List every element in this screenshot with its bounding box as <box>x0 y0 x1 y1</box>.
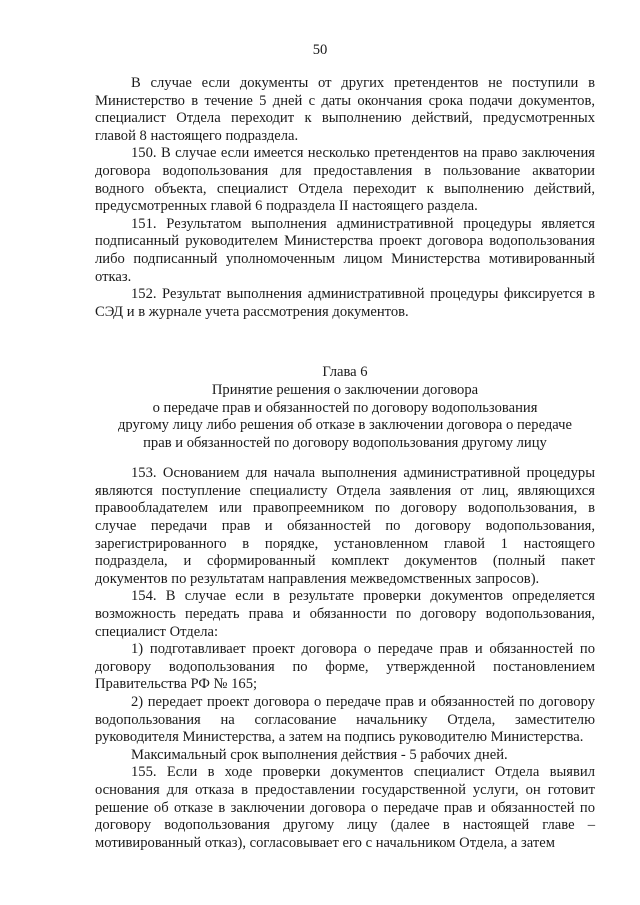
chapter-title-line: другому лицу либо решения об отказе в заключении договора о передаче <box>117 417 572 434</box>
paragraph-150: 150. В случае если имеется несколько претендентов на право заключения договора водопользования для предоставления в пользование акватории водного объекта, специалист Отдела переходит к выполнению действий, предусмотренных главой 6 подраздела II настоящего раздела. <box>95 145 595 215</box>
paragraph-153: 153. Основанием для начала выполнения административной процедуры являются поступление специалисту Отдела заявления от лиц, являющихся правообладателем или правопреемником по договору водопользования, в случае передачи прав и обязанностей по договору водопользования, зарегистрированного в порядке, установленном главой 1 настоящего подраздела, и сформированный комплект документов (полный пакет документов по результатам направления межведомственных запросов). <box>95 465 595 587</box>
chapter-heading <box>95 364 595 452</box>
paragraph-intro: В случае если документы от других претендентов не поступили в Министерство в течение 5 дней с даты окончания срока подачи документов, специалист Отдела переходит к выполнению действий, предусмотренных главой 8 настоящего подраздела. <box>95 75 595 144</box>
chapter-title-line: Принятие решения о заключении договора <box>211 381 479 398</box>
paragraph-152: 152. Результат выполнения административной процедуры фиксируется в СЭД и в журнале учета рассмотрения документов. <box>95 286 595 320</box>
spacer <box>95 452 595 465</box>
paragraph-154-item-1: 1) подготавливает проект договора о передаче прав и обязанностей по договору водопользования по форме, утвержденной постановлением Правительства РФ № 165; <box>95 641 595 693</box>
paragraph-151: 151. Результатом выполнения административной процедуры является подписанный руководителем Министерства проект договора водопользования либо подписанный уполномоченным лицом Министерства мотивированный отказ. <box>95 215 595 285</box>
paragraph-max-term: Максимальный срок выполнения действия - 5 рабочих дней. <box>131 746 508 763</box>
chapter-title-line: о передаче прав и обязанностей по договору водопользования <box>152 399 538 416</box>
page-number: 50 <box>312 42 328 58</box>
paragraph-155: 155. Если в ходе проверки документов специалист Отдела выявил основания для отказа в предоставлении государственной услуги, он готовит решение об отказе в заключении договора о передаче прав и обязанностей по договору водопользования другому лицу (далее в настоящей главе – мотивированный отказ), согласовывает его с начальником Отдела, а затем <box>95 764 595 851</box>
chapter-title-line: прав и обязанностей по договору водопользования другому лицу <box>143 434 547 451</box>
document-body <box>95 75 595 852</box>
paragraph-154: 154. В случае если в результате проверки документов определяется возможность передать права и обязанности по договору водопользования, специалист Отдела: <box>95 588 595 640</box>
paragraph-154-item-2: 2) передает проект договора о передаче прав и обязанностей по договору водопользования на согласование начальнику Отдела, заместителю руководителя Министерства, а затем на подпись руководителю Министерства. <box>95 694 595 746</box>
spacer <box>95 321 595 364</box>
chapter-number: Глава 6 <box>322 364 368 381</box>
